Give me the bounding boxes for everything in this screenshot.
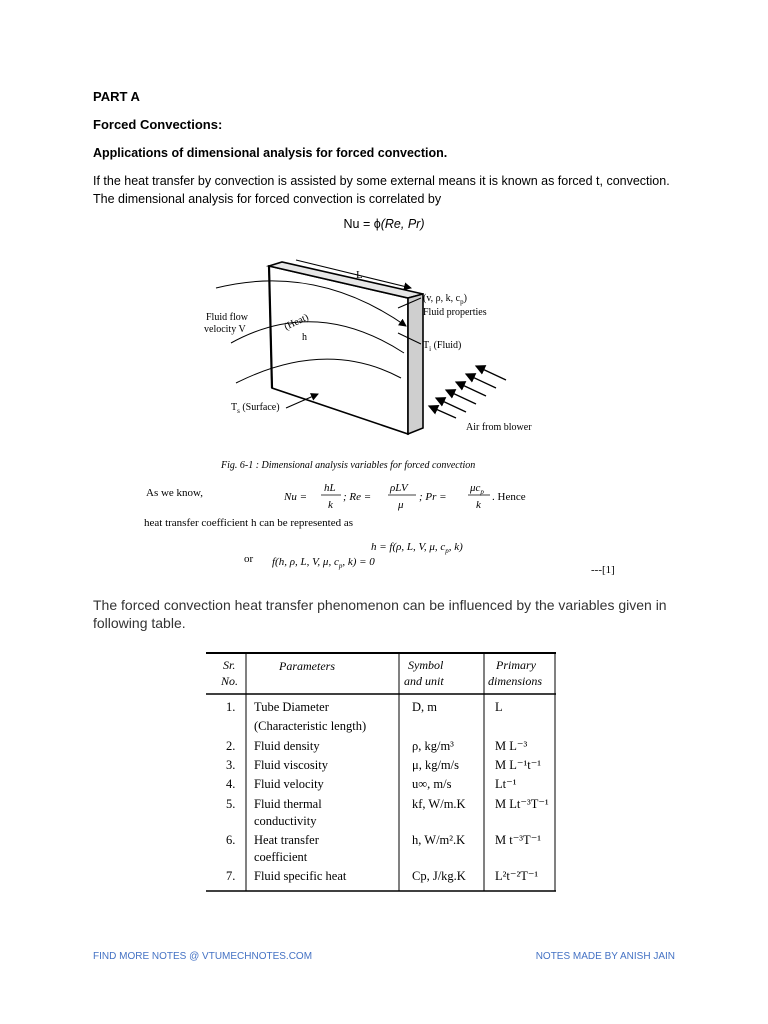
row-param: Fluid velocity — [254, 777, 324, 791]
row-symbol: u∞, m/s — [412, 777, 452, 791]
text-as-we-know: As we know, — [146, 487, 204, 499]
eq-nu-num: hL — [324, 482, 336, 494]
correlation-lhs: Nu = ϕ — [343, 217, 381, 231]
eq-re-lhs: ; Re = — [343, 491, 372, 503]
row-dimension: M Lt⁻³T⁻¹ — [495, 797, 549, 811]
table-row — [226, 797, 549, 828]
header-no: No. — [221, 674, 239, 688]
heading-forced-convections: Forced Convections: — [93, 117, 223, 132]
table-row — [226, 739, 527, 753]
header-parameters: Parameters — [279, 659, 335, 673]
row-param-line2: (Characteristic length) — [254, 719, 367, 733]
row-param: Fluid specific heat — [254, 869, 347, 883]
row-dimension: L — [495, 700, 503, 714]
table-row — [226, 777, 517, 791]
eq-h: h = f(ρ, L, V, μ, $c_p$, k) — [371, 541, 463, 555]
blower-arrows — [429, 366, 506, 418]
row-no: 4. — [226, 777, 236, 791]
label-velocity: velocity V — [204, 324, 246, 335]
label-t-fluid: $T_i$ (Fluid) — [423, 340, 462, 353]
eq-re-num: ρLV — [390, 482, 408, 494]
table-header — [220, 658, 542, 688]
row-symbol: kf, W/m.K — [412, 797, 466, 811]
footer-right-credit: NOTES MADE BY ANISH JAIN — [535, 951, 675, 962]
row-param-line2: conductivity — [254, 814, 317, 828]
table-intro-paragraph: The forced convection heat transfer phenomenon can be influenced by the variables given in following table. — [93, 597, 667, 631]
table-row — [226, 833, 541, 864]
equation-ref: ---[1] — [591, 564, 615, 576]
plate-drawing — [269, 262, 423, 434]
text-htc-line: heat transfer coefficient h can be represented as — [144, 517, 353, 529]
row-no: 6. — [226, 833, 236, 847]
table-body — [226, 700, 549, 883]
row-no: 5. — [226, 797, 236, 811]
figure-dimensional-analysis — [136, 248, 636, 583]
label-fluid-props: Fluid properties — [423, 307, 487, 318]
row-no: 3. — [226, 758, 236, 772]
eq-f: f(h, ρ, L, V, μ, $c_p$, k) = 0 — [272, 556, 375, 570]
correlation-equation — [0, 217, 768, 231]
row-param-line2: coefficient — [254, 850, 308, 864]
text-or: or — [244, 553, 254, 565]
eq-nu-lhs: Nu = — [284, 491, 308, 503]
intro-paragraph: If the heat transfer by convection is assisted by some external means it is known as forced t, convection. The dimensional analysis for forced convection is correlated by — [93, 174, 670, 206]
row-param: Heat transfer — [254, 833, 319, 847]
header-symbol: Symbol — [408, 658, 444, 672]
eq-re-den: μ — [398, 499, 404, 511]
footer-left-link[interactable]: FIND MORE NOTES @ VTUMECHNOTES.COM — [93, 951, 313, 962]
row-param: Fluid density — [254, 739, 320, 753]
row-no: 1. — [226, 700, 236, 714]
label-fluid-flow: Fluid flow — [206, 312, 248, 323]
row-param: Tube Diameter — [254, 700, 329, 714]
table-row — [226, 869, 538, 883]
row-dimension: M L⁻³ — [495, 739, 528, 753]
row-symbol: ρ, kg/m³ — [412, 739, 454, 753]
label-air-blower: Air from blower — [466, 422, 532, 433]
header-sr: Sr. — [223, 658, 236, 672]
row-no: 7. — [226, 869, 236, 883]
eq-nu-den: k — [328, 499, 333, 511]
correlation-rhs: (Re, Pr) — [380, 217, 425, 231]
label-fluid-props-vars: (v, ρ, k, $c_p$) — [423, 293, 467, 306]
table-row — [226, 758, 541, 772]
eq-pr-num: $\mu c_p$ — [470, 482, 484, 496]
row-param: Fluid viscosity — [254, 758, 328, 772]
eq-pr-den: k — [476, 499, 481, 511]
header-and-unit: and unit — [404, 674, 444, 688]
row-dimension: M L⁻¹t⁻¹ — [495, 758, 542, 772]
heading-applications: Applications of dimensional analysis for forced convection. — [93, 146, 448, 160]
row-dimension: L²t⁻²T⁻¹ — [495, 869, 539, 883]
row-no: 2. — [226, 739, 236, 753]
header-dimensions: dimensions — [488, 674, 542, 688]
label-h: h — [302, 332, 307, 343]
row-symbol: μ, kg/m/s — [412, 758, 459, 772]
eq-pr-lhs: ; Pr = — [419, 491, 447, 503]
parameters-table — [206, 652, 556, 892]
row-symbol: Cp, J/kg.K — [412, 869, 466, 883]
row-param: Fluid thermal — [254, 797, 322, 811]
heading-part-a: PART A — [93, 89, 140, 104]
row-dimension: M t⁻³T⁻¹ — [495, 833, 542, 847]
label-l: L — [356, 269, 363, 281]
label-heat: (Heat) — [282, 311, 311, 333]
row-dimension: Lt⁻¹ — [495, 777, 517, 791]
text-hence: . Hence — [492, 491, 526, 503]
header-primary: Primary — [496, 658, 536, 672]
label-t-surface: $T_s$ (Surface) — [231, 402, 280, 415]
figure-caption: Fig. 6-1 : Dimensional analysis variables for forced convection — [221, 460, 476, 471]
table-row — [226, 700, 503, 733]
row-symbol: D, m — [412, 700, 437, 714]
row-symbol: h, W/m².K — [412, 833, 466, 847]
